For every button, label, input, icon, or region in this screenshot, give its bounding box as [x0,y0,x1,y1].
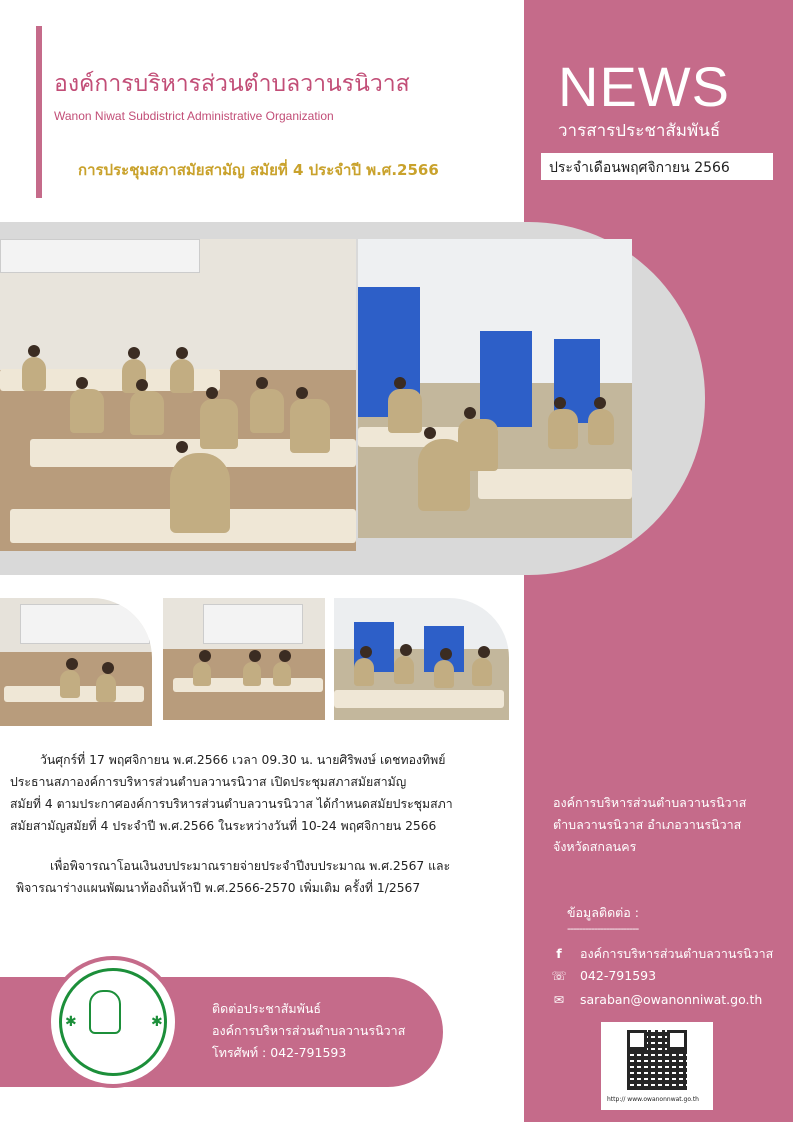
issue-box [541,153,773,180]
footer-line: ติดต่อประชาสัมพันธ์ [212,1001,322,1016]
qr-code-icon [627,1030,687,1090]
address-line: องค์การบริหารส่วนตำบลวานรนิวาส [553,795,747,810]
footer-line: โทรศัพท์ : 042-791593 [212,1045,347,1060]
meeting-photo-small-1 [0,598,152,726]
journal-title: วารสารประชาสัมพันธ์ [558,121,721,141]
body-line-3: สมัยที่ 4 ตามประกาศองค์การบริหารส่วนตำบลวานรนิวาส ได้กำหนดสมัยประชุมสภา [10,797,453,811]
sidebar-address [553,792,746,858]
contact-heading: ข้อมูลติดต่อ : [567,905,639,920]
meeting-photo-small-2 [163,598,325,720]
phone-text: 042-791593 [579,968,657,983]
address-line: ตำบลวานรนิวาส อำเภอวานรนิวาส [553,817,742,832]
news-heading: NEWS [558,55,730,118]
meeting-title: การประชุมสภาสมัยสามัญ สมัยที่ 4 ประจำปี พ.ศ.2566 [78,161,439,179]
title-accent-bar [36,26,42,198]
facebook-icon: f [556,946,562,961]
address-line: จังหวัดสกลนคร [553,839,637,854]
org-name-th: องค์การบริหารส่วนตำบลวานรนิวาส [54,71,410,97]
footer-contact-text [212,998,405,1064]
meeting-photo-small-3 [334,598,509,720]
contact-phone[interactable] [548,968,656,988]
footer-line: องค์การบริหารส่วนตำบลวานรนิวาส [212,1023,406,1038]
body-line-5: เพื่อพิจารณาโอนเงินงบประมาณรายจ่ายประจำปีงบประมาณ พ.ศ.2567 และ [50,859,451,873]
email-text: saraban@owanonniwat.go.th [579,992,763,1007]
contact-divider: ------------------------ [567,922,639,935]
meeting-photo-main-left [0,239,356,551]
phone-icon: ☏ [551,968,567,983]
contact-facebook[interactable] [548,944,773,964]
contact-email[interactable] [548,992,762,1012]
qr-url: http:// www.owanonnwat.go.th [607,1096,699,1103]
qr-code-box[interactable] [601,1022,713,1110]
body-line-1: วันศุกร์ที่ 17 พฤศจิกายน พ.ศ.2566 เวลา 09.30 น. นายศิริพงษ์ เดชทองทิพย์ [40,753,446,767]
body-line-4: สมัยสามัญสมัยที่ 4 ประจำปี พ.ศ.2566 ในระหว่างวันที่ 10-24 พฤศจิกายน 2566 [10,819,437,833]
email-icon: ✉ [553,992,565,1007]
body-line-6: พิจารณาร่างแผนพัฒนาท้องถิ่นห้าปี พ.ศ.2566-2570 เพิ่มเติม ครั้งที่ 1/2567 [16,881,421,895]
org-seal-logo: ✱ ✱ [47,956,179,1088]
meeting-photo-main-right [358,239,632,538]
issue-label: ประจำเดือนพฤศจิกายน 2566 [549,160,730,176]
org-name-en: Wanon Niwat Subdistrict Administrative Organization [54,109,334,123]
facebook-text: องค์การบริหารส่วนตำบลวานรนิวาส [579,946,774,961]
body-line-2: ประธานสภาองค์การบริหารส่วนตำบลวานรนิวาส เปิดประชุมสภาสมัยสามัญ [10,775,407,789]
